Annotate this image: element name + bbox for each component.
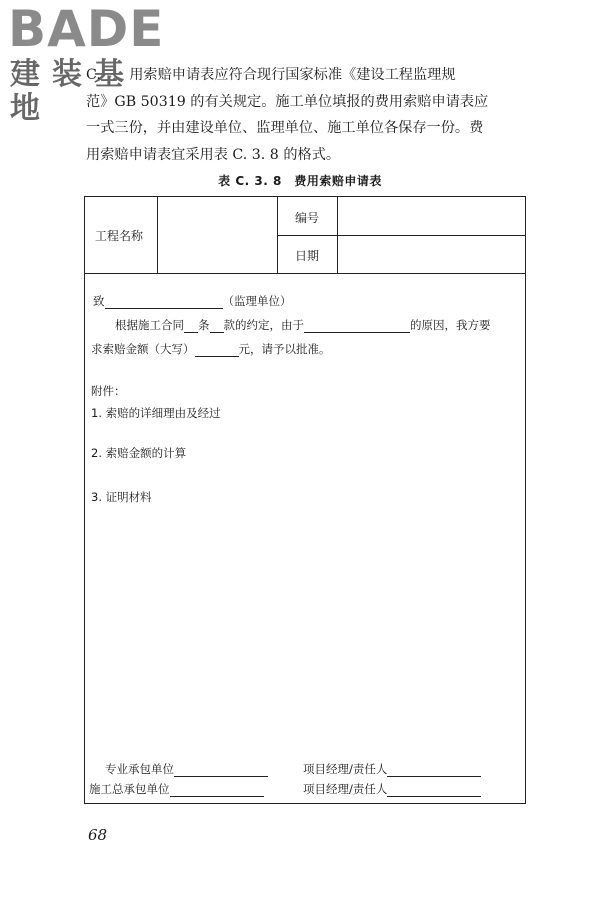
reason-line	[115, 317, 491, 333]
page-number: 68	[88, 826, 108, 844]
project-manager-line-1	[303, 761, 481, 777]
cell-divider	[157, 197, 158, 273]
addressee-line	[93, 293, 292, 309]
claim-form-table	[84, 196, 526, 804]
project-manager-blank-1[interactable]	[387, 764, 481, 777]
amount-prefix: 求索赔金额（大写）	[91, 342, 195, 356]
watermark-subtitle: 建装基地	[10, 57, 136, 126]
attachments-label: 附件：	[91, 384, 126, 398]
date-label: 日期	[295, 249, 320, 263]
addressee-blank[interactable]	[105, 296, 223, 309]
specialty-contractor-line	[105, 761, 268, 777]
cell-divider	[277, 235, 525, 236]
reason-tiao: 条	[198, 318, 210, 332]
general-contractor-label: 施工总承包单位	[89, 782, 170, 796]
attachment-item: 1. 索赔的详细理由及经过	[91, 406, 221, 420]
intro-line: 一式三份，并由建设单位、监理单位、施工单位各保存一份。费	[86, 120, 484, 136]
intro-line: 范》GB 50319 的有关规定。施工单位填报的费用索赔申请表应	[86, 93, 489, 110]
general-contractor-blank[interactable]	[170, 784, 264, 797]
intro-line: 用索赔申请表宜采用表 C. 3. 8 的格式。	[86, 146, 341, 163]
addressee-suffix: （监理单位）	[222, 294, 292, 308]
table-caption: 表 C. 3. 8 费用索赔申请表	[218, 174, 382, 188]
intro-line: C. 用索赔申请表应符合现行国家标准《建设工程监理规	[86, 67, 456, 83]
project-name-label: 工程名称	[95, 229, 144, 243]
reason-prefix: 根据施工合同	[115, 318, 184, 332]
specialty-contractor-label: 专业承包单位	[105, 762, 174, 776]
attachment-item: 3. 证明材料	[91, 490, 152, 504]
specialty-contractor-blank[interactable]	[174, 764, 268, 777]
project-manager-label-2: 项目经理/责任人	[303, 782, 388, 796]
reason-blank[interactable]	[304, 320, 410, 333]
intro-paragraph	[86, 62, 531, 168]
amount-line	[91, 341, 331, 357]
reason-suffix: 的原因，我方要	[410, 318, 491, 332]
amount-suffix: 元，请予以批准。	[238, 342, 331, 356]
project-manager-line-2	[303, 781, 481, 797]
number-label: 编号	[295, 211, 320, 225]
reason-kuan: 款的约定，由于	[223, 318, 304, 332]
project-manager-blank-2[interactable]	[387, 784, 481, 797]
clause-blank[interactable]	[184, 320, 198, 333]
general-contractor-line	[89, 781, 264, 797]
attachment-item: 2. 索赔金额的计算	[91, 446, 187, 460]
watermark-brand: BADE	[8, 0, 165, 58]
form-header	[85, 197, 525, 274]
item-blank[interactable]	[210, 320, 224, 333]
project-manager-label-1: 项目经理/责任人	[303, 762, 388, 776]
amount-blank[interactable]	[195, 344, 239, 357]
addressee-prefix: 致	[93, 294, 105, 308]
